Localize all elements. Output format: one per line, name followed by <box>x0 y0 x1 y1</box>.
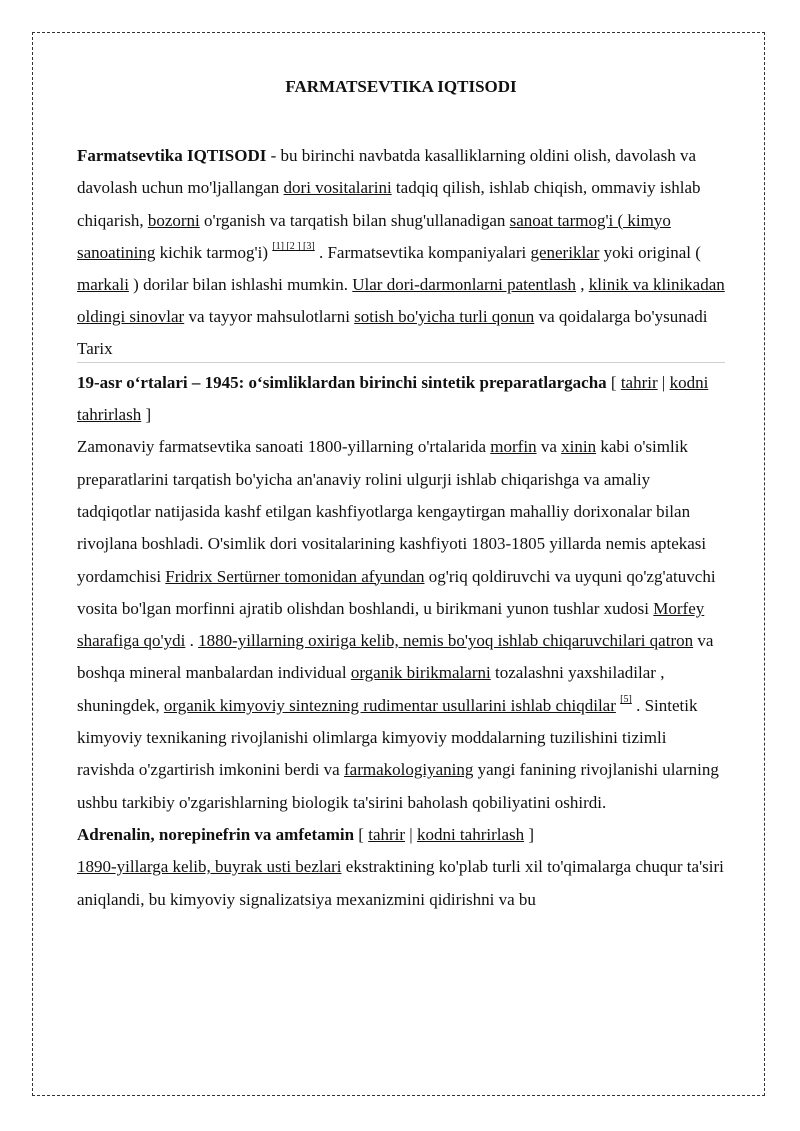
text: ) dorilar bilan ishlashi mumkin. <box>128 275 353 295</box>
text: og'riq qoldiruvchi va uyquni qo'zg'atuvchi vosita bo'lgan morfinni ajratib olishdan boshlandi, u birikmani yunon tushlar xudosi <box>77 566 716 618</box>
section-label-tarix: Tarix <box>77 336 725 363</box>
link-serturner[interactable]: Fridrix Sertürner tomonidan afyundan <box>165 566 425 586</box>
separator: | <box>657 372 670 392</box>
link-morfey[interactable]: Morfey sharafiga qo'ydi <box>77 598 705 651</box>
link-sotish-qonun[interactable]: sotish bo'yicha turli qonun <box>354 307 535 327</box>
link-boyoq-ishlab-chiqaruvchilari[interactable]: 1880-yillarning oxiriga kelib, nemis bo'yoq ishlab chiqaruvchilari qatron <box>198 631 694 651</box>
text: va boshqa mineral manbalardan individual <box>77 631 714 683</box>
text: Zamonaviy farmatsevtika sanoati 1800-yillarning o'rtalarida <box>77 437 491 457</box>
text: tozalashni yaxshiladilar , shuningdek, <box>77 663 665 715</box>
heading-text: 19-asr o‘rtalari – 1945: o‘simliklardan birinchi sintetik preparatlargacha <box>77 372 607 392</box>
text: . Sintetik kimyoviy texnikaning rivojlanishi olimlarga kimyoviy moddalarning tuzilishini tizimli ravishda o'zgartirish imkonini berdi va <box>77 695 698 780</box>
intro-lead: Farmatsevtika IQTISODI <box>77 146 267 165</box>
link-generiklar[interactable]: generiklar <box>530 242 600 262</box>
text: tadqiq qilish, ishlab chiqish, ommaviy ishlab chiqarish, <box>77 178 701 230</box>
edit-source-link[interactable]: kodni tahrirlash <box>77 372 709 425</box>
link-sanoat-tarmogi[interactable]: sanoat tarmog'i ( kimyo sanoatining <box>77 210 671 262</box>
text: kabi o'simlik preparatlarini tarqatish bo'yicha an'anaviy rolini ulgurji ishlab chiqarishga va amaliy tadqiqotlar natijasida kashf etilgan kashfiyotlarga kengaytirgan mahalliy dorixonalar bilan rivojlana boshladi. O'simlik dori vositalarining kashfiyoti 1803-1805 yillarda nemis aptekasi yordamchisi <box>77 437 707 586</box>
bracket: [ <box>606 372 621 392</box>
link-patentlash[interactable]: Ular dori-darmonlarni patentlash <box>352 275 577 295</box>
link-bozorni[interactable]: bozorni <box>147 210 200 230</box>
link-buyrak-usti-bezlari[interactable]: 1890-yillarga kelib, buyrak usti bezlari <box>77 857 342 877</box>
document-title: FARMATSEVTIKA IQTISODI <box>285 77 517 96</box>
link-organik-birikmalar[interactable]: organik birikmalarni <box>350 663 491 683</box>
text: ekstraktining ko'plab turli xil to'qimalarga chuqur ta'siri aniqlandi, bu kimyoviy signalizatsiya mexanizmini qidirishni va bu <box>77 857 724 909</box>
heading-text: Adrenalin, norepinefrin va amfetamin <box>77 824 355 844</box>
text: va qoidalarga bo'ysunadi <box>534 307 708 327</box>
bracket: [ <box>354 824 369 844</box>
text: o'rganish va tarqatish bilan shug'ullanadigan <box>199 210 510 230</box>
edit-link[interactable]: tahrir <box>620 372 658 392</box>
section-heading-1 <box>77 367 725 432</box>
bracket: ] <box>524 824 535 844</box>
text: yangi fanining rivojlanishi ularning ushbu tarkibiy o'zgarishlarning biologik ta'sirini baholash qobiliyatini oshirdi. <box>77 760 719 812</box>
text: yoki original ( <box>599 242 701 262</box>
adrenalin-paragraph <box>77 851 725 916</box>
link-farmakologiya[interactable]: farmakologiyaning <box>343 760 474 780</box>
text: , <box>576 275 589 295</box>
edit-link[interactable]: tahrir <box>368 824 406 844</box>
bracket: ] <box>141 405 152 425</box>
text: va tayyor mahsulotlarni <box>184 307 355 327</box>
link-xinin[interactable]: xinin <box>561 437 597 457</box>
edit-source-link[interactable]: kodni tahrirlash <box>416 824 525 844</box>
link-morfin[interactable]: morfin <box>490 437 537 457</box>
reference-links[interactable]: [1] [2 ] [3] <box>272 241 315 253</box>
history-paragraph <box>77 431 725 819</box>
separator: | <box>405 824 417 844</box>
link-klinik-sinovlar[interactable]: klinik va klinikadan oldingi sinovlar <box>77 275 725 327</box>
text: - bu birinchi navbatda kasalliklarning oldini olish, davolash va davolash uchun mo'ljallangan <box>77 146 697 198</box>
text: kichik tarmog'i) <box>155 242 273 262</box>
document-body <box>77 72 725 916</box>
reference-link-5[interactable]: [5] <box>620 694 632 706</box>
text: . <box>185 631 199 651</box>
link-markali[interactable]: markali <box>77 275 129 295</box>
link-dori-vositalarini[interactable]: dori vositalarini <box>283 178 392 198</box>
section-heading-2 <box>77 819 725 851</box>
text: va <box>536 437 562 457</box>
link-organik-sintez[interactable]: organik kimyoviy sintezning rudimentar usullarini ishlab chiqdilar <box>163 695 616 715</box>
text: . Farmatsevtika kompaniyalari <box>314 242 531 262</box>
intro-paragraph <box>77 140 725 334</box>
